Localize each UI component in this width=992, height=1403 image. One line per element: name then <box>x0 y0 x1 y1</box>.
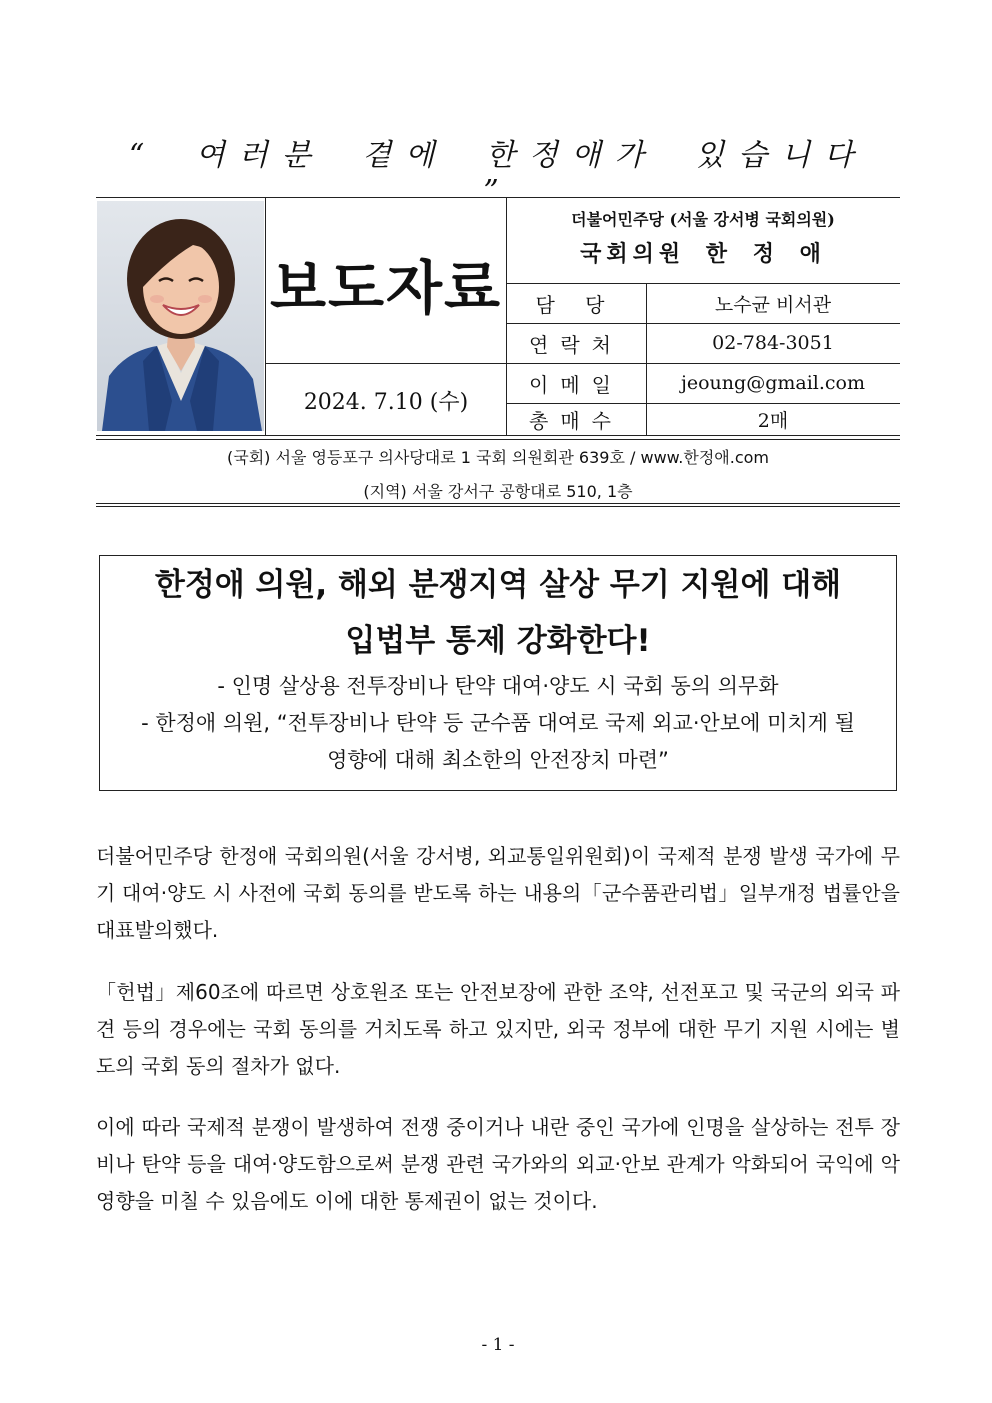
body-paragraph-3: 이에 따라 국제적 분쟁이 발생하여 전쟁 중이거나 내란 중인 국가에 인명을 살상하는 전투 장비나 탄약 등을 대여·양도함으로써 분쟁 관련 국가와의 외교·안보 관계가 악화되어 국익에 악영향을 미칠 수 있음에도 이에 대한 통제권이 없는 것이다. <box>96 1115 900 1213</box>
body-paragraph-1: 더불어민주당 한정애 국회의원(서울 강서병, 외교통일위원회)이 국제적 분쟁 발생 국가에 무기 대여·양도 시 사전에 국회 동의를 받도록 하는 내용의「군수품관리법」일부개정 법률안을 대표발의했다. <box>96 844 900 942</box>
slogan: “ 여러분 곁에 한정애가 있습니다 ” <box>128 138 868 209</box>
headline-subpoint-2-line2: 영향에 대해 최소한의 안전장치 마련” <box>327 748 669 772</box>
headline-title-line2: 입법부 통제 강화한다! <box>345 623 651 659</box>
headline-title-line1: 한정애 의원, 해외 분쟁지역 살상 무기 지원에 대해 <box>154 567 842 603</box>
press-release-title: 보도자료 <box>269 253 503 322</box>
body-paragraph-2: 「헌법」제60조에 따르면 상호원조 또는 안전보장에 관한 조약, 선전포고 및 국군의 외국 파견 등의 경우에는 국회 동의를 거치도록 하고 있지만, 외국 정부에 대한 무기 지원 시에는 별도의 국회 동의 절차가 없다. <box>96 980 900 1078</box>
local-address: (지역) 서울 강서구 공항대로 510, 1층 <box>363 482 633 501</box>
headline-box <box>99 555 897 791</box>
assembly-address: (국회) 서울 영등포구 의사당대로 1 국회 의원회관 639호 / www.한정애.com <box>227 448 769 467</box>
portrait-illustration <box>97 201 264 431</box>
info-label: 이메일 <box>529 372 623 397</box>
info-value: 2매 <box>757 409 789 432</box>
page-number: - 1 - <box>481 1335 515 1355</box>
release-date: 2024. 7.10 (수) <box>303 389 469 415</box>
member-name: 국회의원 한 정 애 <box>580 241 826 267</box>
info-value: jeoung@gmail.com <box>680 372 865 394</box>
info-row-contact-person <box>506 283 900 323</box>
press-header <box>96 197 900 439</box>
info-row-phone <box>506 323 900 363</box>
info-row-page-count <box>506 403 900 435</box>
info-label: 연락처 <box>529 332 623 357</box>
info-row-email <box>506 363 900 403</box>
headline-subpoint-1: - 인명 살상용 전투장비나 탄약 대여·양도 시 국회 동의 의무화 <box>217 674 779 698</box>
member-portrait-photo <box>97 201 264 431</box>
info-value: 노수균 비서관 <box>714 293 832 316</box>
info-value: 02-784-3051 <box>712 332 834 354</box>
headline-subpoint-2-line1: - 한정애 의원, “전투장비나 탄약 등 군수품 대여로 국제 외교·안보에 미치게 될 <box>141 711 855 735</box>
info-label: 담 당 <box>535 292 617 317</box>
info-label: 총매수 <box>529 408 623 433</box>
party-affiliation: 더불어민주당 (서울 강서병 국회의원) <box>571 210 835 229</box>
